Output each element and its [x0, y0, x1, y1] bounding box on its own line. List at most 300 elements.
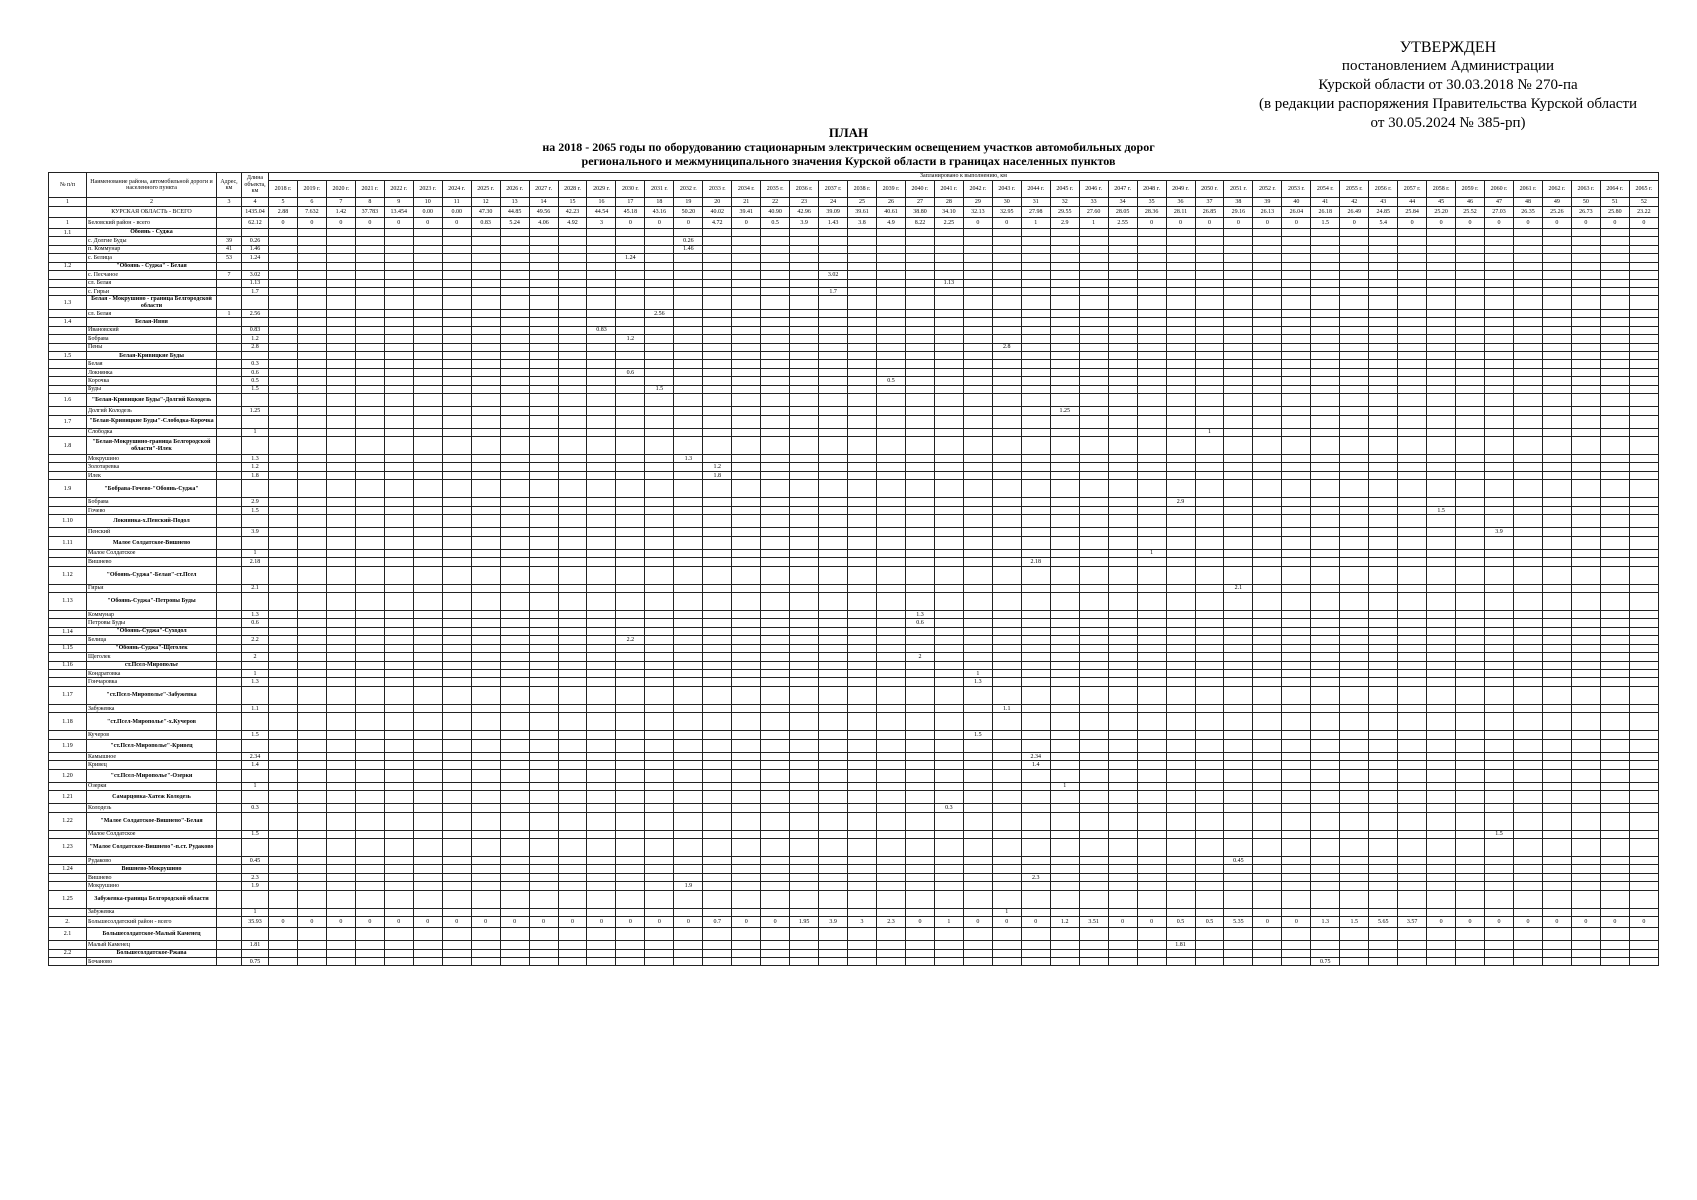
year-value [442, 335, 471, 343]
year-value [790, 958, 819, 966]
year-value [1021, 245, 1050, 253]
row-num [49, 254, 87, 262]
year-value [992, 480, 1021, 498]
year-value [1369, 351, 1398, 359]
year-value [1571, 498, 1600, 506]
year-value [1398, 536, 1427, 549]
year-value [1398, 506, 1427, 514]
year-value [1253, 228, 1282, 236]
year-value [442, 279, 471, 287]
year-value [297, 812, 326, 830]
year-value [1224, 678, 1253, 686]
year-value [848, 528, 877, 536]
year-value [442, 856, 471, 864]
year-value [1542, 838, 1571, 856]
year-value [1456, 890, 1485, 908]
settlement-row [49, 873, 1659, 881]
header-year: 2061 г. [1513, 181, 1542, 198]
row-length: 2.9 [242, 498, 269, 506]
year-value [558, 873, 587, 881]
year-value [1195, 670, 1224, 678]
year-value [1195, 254, 1224, 262]
year-value [1456, 245, 1485, 253]
year-value [1629, 237, 1658, 245]
year-value [877, 908, 906, 916]
year-value [1253, 670, 1282, 678]
year-value [1224, 506, 1253, 514]
year-value [992, 873, 1021, 881]
year-value [413, 636, 442, 644]
year-value [1137, 627, 1166, 635]
year-value [934, 791, 963, 804]
year-value [905, 368, 934, 376]
year-value [645, 536, 674, 549]
year-value [761, 890, 790, 908]
year-value [1369, 928, 1398, 941]
year-value [1195, 941, 1224, 949]
year-value [1050, 908, 1079, 916]
year-value [1166, 245, 1195, 253]
year-value [963, 856, 992, 864]
year-value [1311, 463, 1340, 471]
year-value [1195, 704, 1224, 712]
year-value [1195, 228, 1224, 236]
row-num [49, 830, 87, 838]
year-value [905, 782, 934, 790]
year-value [1398, 769, 1427, 782]
year-value [500, 368, 529, 376]
year-value [471, 566, 500, 584]
year-value [413, 296, 442, 309]
year-value [1108, 351, 1137, 359]
year-value [471, 360, 500, 368]
year-value [819, 830, 848, 838]
year-value [471, 335, 500, 343]
year-value [761, 610, 790, 618]
year-value [1108, 704, 1137, 712]
year-value [326, 761, 355, 769]
year-value [442, 661, 471, 669]
year-value [616, 686, 645, 704]
year-value [529, 471, 558, 479]
year-value [587, 536, 616, 549]
year-value [1021, 471, 1050, 479]
year-value [587, 949, 616, 957]
year-value [1021, 228, 1050, 236]
year-value [587, 791, 616, 804]
year-value [1079, 237, 1108, 245]
year-value [1079, 873, 1108, 881]
year-value [992, 385, 1021, 393]
year-value [1195, 335, 1224, 343]
year-value [471, 584, 500, 592]
year-value [297, 309, 326, 317]
year-value [905, 670, 934, 678]
year-value [1600, 428, 1629, 436]
year-value [1600, 610, 1629, 618]
year-value [471, 385, 500, 393]
year-value [1021, 856, 1050, 864]
year-value [1629, 536, 1658, 549]
row-address [217, 713, 242, 731]
year-value [442, 428, 471, 436]
year-value [848, 558, 877, 566]
year-value [616, 865, 645, 873]
year-value: 1 [992, 908, 1021, 916]
year-value [703, 296, 732, 309]
year-value [413, 627, 442, 635]
year-value [1021, 661, 1050, 669]
year-value [1427, 636, 1456, 644]
year-value [703, 636, 732, 644]
year-value [732, 686, 761, 704]
row-num [49, 335, 87, 343]
year-value: 1.5 [1427, 506, 1456, 514]
year-value [500, 326, 529, 334]
year-value [905, 463, 934, 471]
year-value [1398, 804, 1427, 812]
year-value [1079, 296, 1108, 309]
year-value [790, 769, 819, 782]
year-value [732, 506, 761, 514]
year-value [1456, 769, 1485, 782]
year-value [269, 678, 298, 686]
year-value [645, 271, 674, 279]
year-value [1137, 480, 1166, 498]
year-value [500, 731, 529, 739]
year-value [500, 262, 529, 270]
year-value [1195, 804, 1224, 812]
column-number: 42 [1340, 198, 1369, 206]
year-value [732, 731, 761, 739]
year-value [645, 566, 674, 584]
year-value [297, 644, 326, 652]
year-value [1311, 769, 1340, 782]
year-value [1224, 592, 1253, 610]
year-value [1166, 428, 1195, 436]
year-value [1398, 335, 1427, 343]
year-value [1456, 407, 1485, 415]
year-value [1311, 873, 1340, 881]
year-value [674, 480, 703, 498]
year-value [326, 592, 355, 610]
year-value [1369, 619, 1398, 627]
year-value [905, 515, 934, 528]
year-value [732, 739, 761, 752]
year-value [442, 865, 471, 873]
year-value: 34.10 [934, 206, 963, 217]
year-value [500, 296, 529, 309]
year-value [1398, 394, 1427, 407]
year-value [1282, 360, 1311, 368]
year-value [934, 686, 963, 704]
year-value [992, 326, 1021, 334]
year-value [819, 610, 848, 618]
year-value [384, 351, 413, 359]
year-value: 0 [645, 217, 674, 228]
year-value [1485, 686, 1514, 704]
year-value [1369, 463, 1398, 471]
year-value [1340, 271, 1369, 279]
year-value [1600, 619, 1629, 627]
row-num [49, 752, 87, 760]
year-value [674, 558, 703, 566]
year-value [1398, 670, 1427, 678]
year-value [1340, 619, 1369, 627]
column-number: 34 [1108, 198, 1137, 206]
year-value [616, 515, 645, 528]
year-value [269, 610, 298, 618]
row-num [49, 471, 87, 479]
year-value [1485, 254, 1514, 262]
year-value [269, 407, 298, 415]
section-num: 1.14 [49, 627, 87, 635]
row-length: 1 [242, 670, 269, 678]
year-value [1108, 678, 1137, 686]
year-value [790, 498, 819, 506]
year-value [1485, 480, 1514, 498]
year-value [1253, 958, 1282, 966]
row-length: 1 [242, 782, 269, 790]
year-value [1108, 287, 1137, 295]
header-year: 2051 г. [1224, 181, 1253, 198]
column-number: 45 [1427, 198, 1456, 206]
year-value [1050, 437, 1079, 455]
year-value [761, 882, 790, 890]
year-value [1253, 592, 1282, 610]
year-value [819, 838, 848, 856]
year-value [558, 428, 587, 436]
column-number: 38 [1224, 198, 1253, 206]
year-value [703, 245, 732, 253]
year-value [1079, 958, 1108, 966]
year-value [992, 713, 1021, 731]
year-value [297, 713, 326, 731]
year-value [1340, 506, 1369, 514]
year-value [558, 941, 587, 949]
year-value [1369, 584, 1398, 592]
year-value [1398, 856, 1427, 864]
year-value [1195, 731, 1224, 739]
year-value [1166, 326, 1195, 334]
year-value [1427, 428, 1456, 436]
year-value [1427, 309, 1456, 317]
road-section-row [49, 644, 1659, 652]
year-value [1050, 394, 1079, 407]
year-value [963, 592, 992, 610]
year-value [1253, 360, 1282, 368]
year-value [1021, 949, 1050, 957]
district-row [49, 917, 1659, 928]
year-value [1542, 566, 1571, 584]
year-value [413, 782, 442, 790]
year-value [674, 958, 703, 966]
year-value [1050, 804, 1079, 812]
year-value: 0 [1282, 217, 1311, 228]
section-num: 2.2 [49, 949, 87, 957]
year-value [558, 670, 587, 678]
year-value [761, 661, 790, 669]
year-value [616, 351, 645, 359]
year-value [934, 830, 963, 838]
year-value [992, 394, 1021, 407]
year-value [934, 326, 963, 334]
year-value [1021, 407, 1050, 415]
row-length: 1 [242, 908, 269, 916]
year-value [442, 455, 471, 463]
year-value [1369, 279, 1398, 287]
year-value [1050, 335, 1079, 343]
year-value [1542, 661, 1571, 669]
year-value [1021, 335, 1050, 343]
year-value [790, 318, 819, 326]
year-value [587, 610, 616, 618]
year-value [1137, 678, 1166, 686]
year-value [848, 394, 877, 407]
year-value [1456, 287, 1485, 295]
year-value [905, 228, 934, 236]
settlement-name: Камышное [87, 752, 217, 760]
road-section-row [49, 415, 1659, 428]
year-value [355, 228, 384, 236]
year-value [1021, 566, 1050, 584]
year-value [1600, 394, 1629, 407]
year-value [558, 856, 587, 864]
year-value [1456, 610, 1485, 618]
year-value [934, 455, 963, 463]
year-value [963, 506, 992, 514]
year-value [1629, 287, 1658, 295]
year-value [1137, 865, 1166, 873]
year-value [471, 279, 500, 287]
year-value [1021, 343, 1050, 351]
year-value [1542, 377, 1571, 385]
year-value [1166, 769, 1195, 782]
year-value [529, 228, 558, 236]
column-number: 5 [269, 198, 298, 206]
year-value [1224, 908, 1253, 916]
settlement-row [49, 428, 1659, 436]
year-value [1513, 804, 1542, 812]
year-value [819, 769, 848, 782]
year-value [1282, 812, 1311, 830]
year-value [269, 254, 298, 262]
year-value [992, 791, 1021, 804]
year-value [1340, 882, 1369, 890]
year-value [326, 830, 355, 838]
settlement-row [49, 326, 1659, 334]
year-value: 45.18 [616, 206, 645, 217]
year-value [500, 237, 529, 245]
year-value [1398, 455, 1427, 463]
year-value [1021, 958, 1050, 966]
year-value [1253, 731, 1282, 739]
year-value [355, 368, 384, 376]
year-value [1224, 536, 1253, 549]
year-value: 0 [1137, 217, 1166, 228]
year-value [992, 731, 1021, 739]
year-value [645, 279, 674, 287]
year-value [529, 856, 558, 864]
year-value [848, 428, 877, 436]
year-value [529, 536, 558, 549]
header-year: 2052 г. [1253, 181, 1282, 198]
year-value [848, 506, 877, 514]
settlement-row [49, 455, 1659, 463]
row-num [49, 279, 87, 287]
year-value [587, 882, 616, 890]
year-value [1398, 761, 1427, 769]
year-value [1021, 385, 1050, 393]
header-year: 2055 г. [1340, 181, 1369, 198]
settlement-row [49, 385, 1659, 393]
year-value [1600, 498, 1629, 506]
year-value [1369, 713, 1398, 731]
year-value [587, 558, 616, 566]
year-value [587, 761, 616, 769]
year-value [1021, 882, 1050, 890]
year-value [819, 245, 848, 253]
year-value [1137, 407, 1166, 415]
year-value [992, 619, 1021, 627]
year-value: 1 [1137, 549, 1166, 557]
year-value [1513, 731, 1542, 739]
year-value [1224, 731, 1253, 739]
year-value [819, 428, 848, 436]
year-value [703, 584, 732, 592]
year-value [471, 627, 500, 635]
year-value [355, 804, 384, 812]
year-value [297, 506, 326, 514]
row-length [242, 592, 269, 610]
year-value [761, 343, 790, 351]
year-value [1108, 471, 1137, 479]
year-value [558, 644, 587, 652]
year-value [1369, 644, 1398, 652]
year-value [1137, 287, 1166, 295]
year-value [471, 394, 500, 407]
year-value [1513, 351, 1542, 359]
year-value [355, 627, 384, 635]
year-value [1542, 619, 1571, 627]
year-value [269, 661, 298, 669]
year-value [587, 437, 616, 455]
settlement-name: Гочево [87, 506, 217, 514]
row-num [49, 407, 87, 415]
row-length [242, 437, 269, 455]
row-address [217, 558, 242, 566]
year-value [1282, 838, 1311, 856]
year-value [1485, 791, 1514, 804]
year-value [1600, 515, 1629, 528]
year-value [819, 949, 848, 957]
row-num [49, 558, 87, 566]
year-value [355, 761, 384, 769]
year-value [1600, 584, 1629, 592]
year-value [761, 528, 790, 536]
year-value [1282, 549, 1311, 557]
year-value [1629, 279, 1658, 287]
year-value [1282, 385, 1311, 393]
row-num [49, 377, 87, 385]
year-value [269, 670, 298, 678]
year-value [877, 558, 906, 566]
year-value [1456, 536, 1485, 549]
year-value [963, 262, 992, 270]
year-value [500, 318, 529, 326]
year-value [703, 941, 732, 949]
column-number: 46 [1456, 198, 1485, 206]
